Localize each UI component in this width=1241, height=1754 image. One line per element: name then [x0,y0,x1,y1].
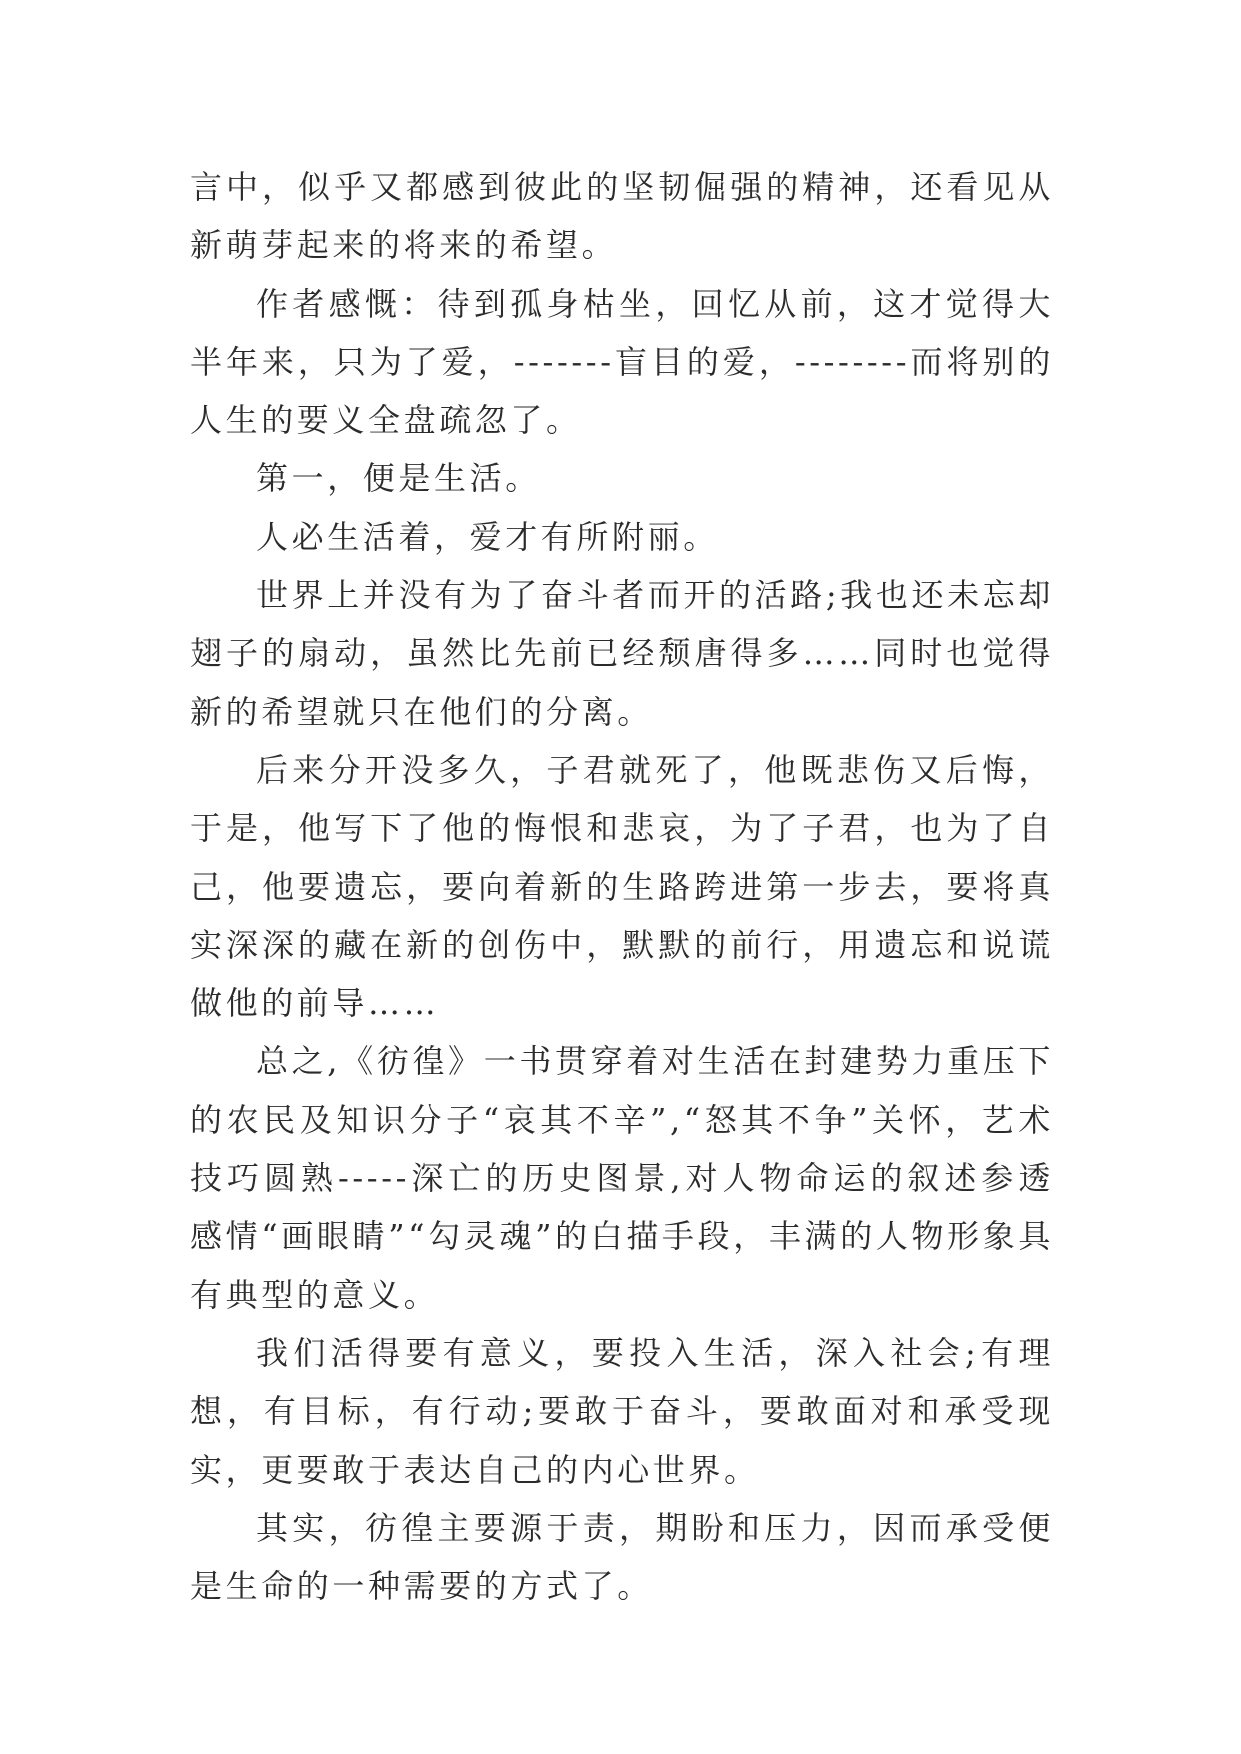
paragraph-first-life: 第一，便是生活。 [256,459,541,498]
document-body [190,158,1054,1615]
paragraph-continuation: 言中，似乎又都感到彼此的坚韧倔强的精神，还看见从新萌芽起来的将来的希望。 [190,168,1054,265]
paragraph-zijun-death: 后来分开没多久，子君就死了，他既悲伤又后悔，于是，他写下了他的悔恨和悲哀，为了子君，也为了自己，他要遗忘，要向着新的生路跨进第一步去，要将真实深深的藏在新的创伤中，默默的前行，用遗忘和说谎做他的前导…… [190,750,1054,1023]
paragraph-summary: 总之,《彷徨》一书贯穿着对生活在封建势力重压下的农民及知识分子“哀其不辛”,“怒其不争”关怀，艺术技巧圆熟-----深亡的历史图景,对人物命运的叙述参透感情“画眼睛”“勾灵魂”的白描手段，丰满的人物形象具有典型的意义。 [190,1042,1054,1314]
paragraph-meaningful-life: 我们活得要有意义，要投入生活，深入社会;有理想，有目标，有行动;要敢于奋斗，要敢面对和承受现实，更要敢于表达自己的内心世界。 [190,1333,1054,1489]
paragraph-author-reflection: 作者感慨：待到孤身枯坐，回忆从前，这才觉得大半年来，只为了爱，-------盲目的爱，--------而将别的人生的要义全盘疏忽了。 [190,284,1054,440]
paragraph-no-path: 世界上并没有为了奋斗者而开的活路;我也还未忘却翅子的扇动，虽然比先前已经颓唐得多……同时也觉得新的希望就只在他们的分离。 [190,576,1054,731]
paragraph-love-attached: 人必生活着，爱才有所附丽。 [256,517,719,556]
paragraph-conclusion: 其实，彷徨主要源于责，期盼和压力，因而承受便是生命的一种需要的方式了。 [190,1508,1054,1606]
